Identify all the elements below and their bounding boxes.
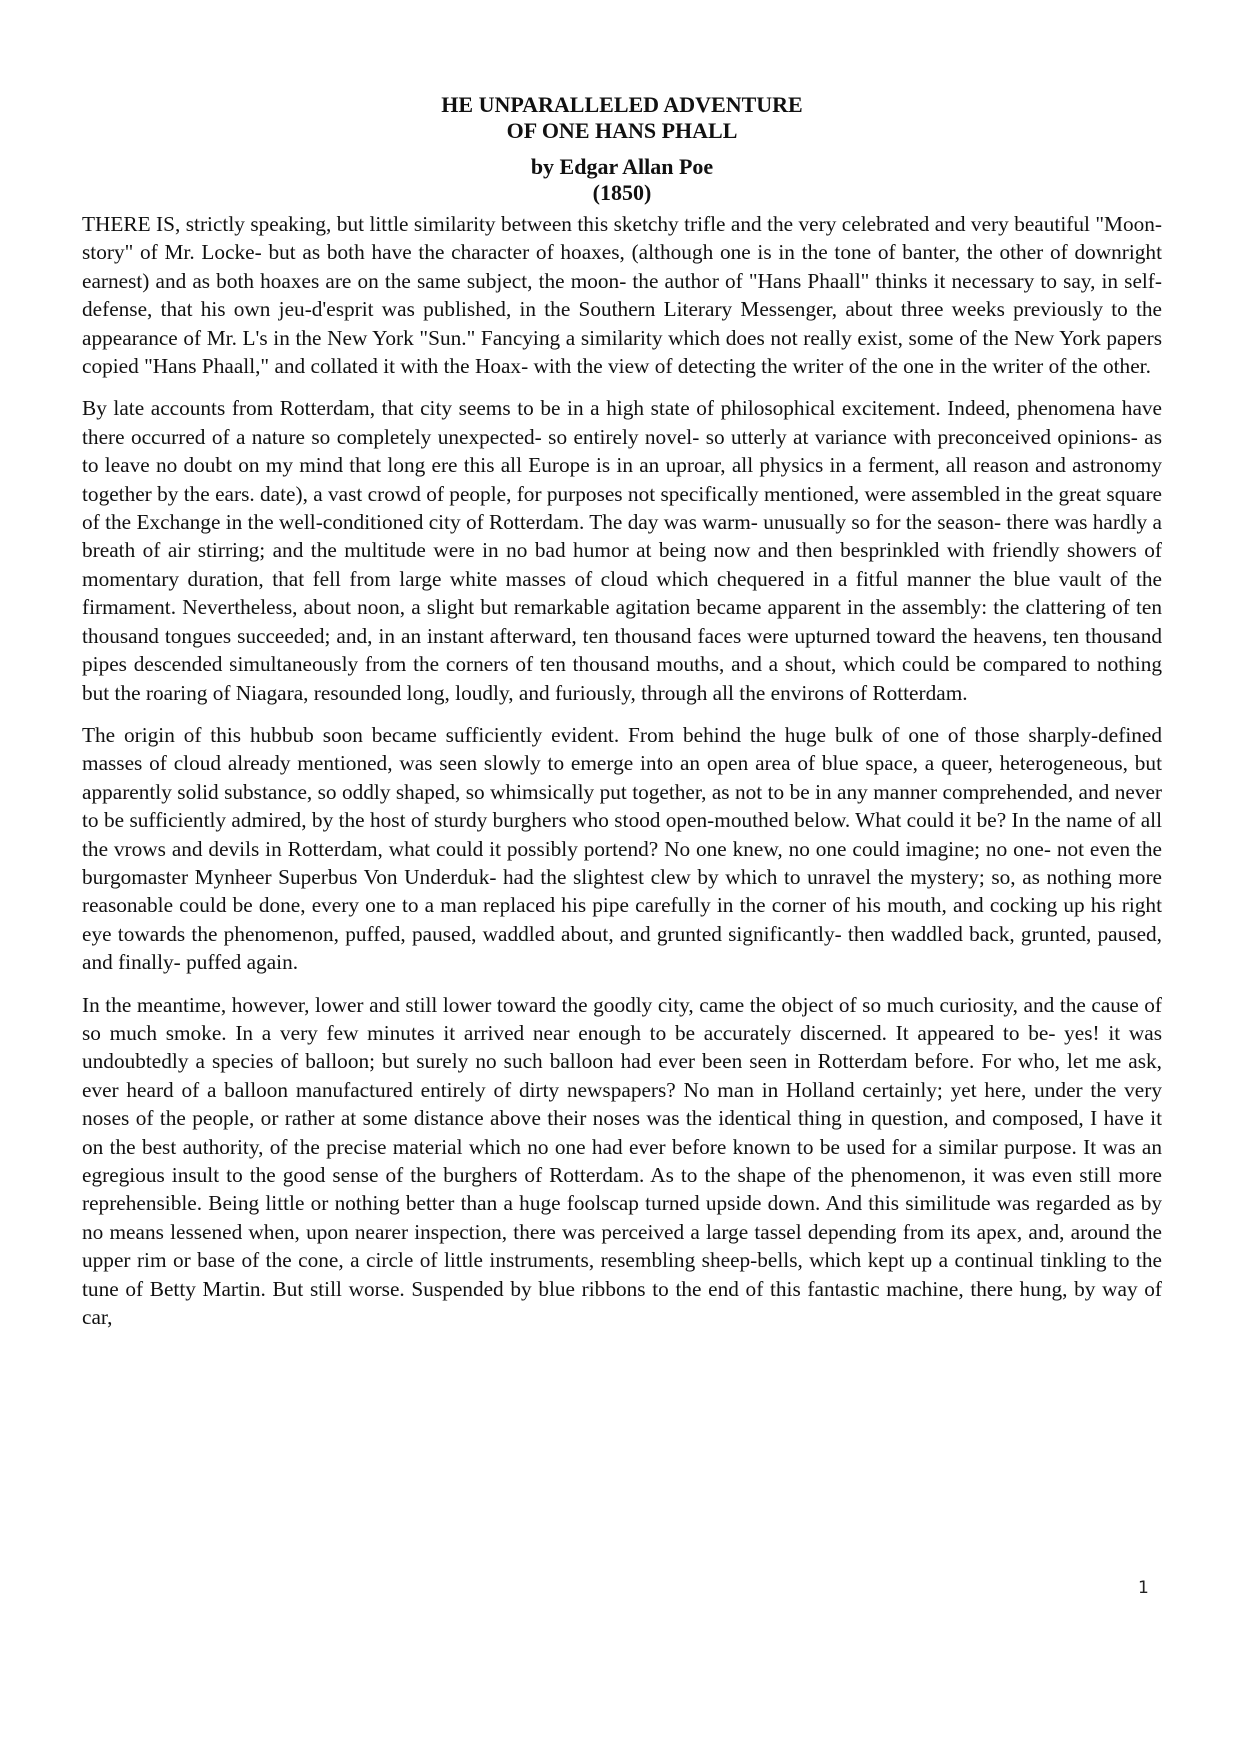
author-block [82, 154, 1162, 206]
paragraph: By late accounts from Rotterdam, that city seems to be in a high state of philosophical excitement. Indeed, phenomena have there occurred of a nature so completely unexpected- so entirely novel- so utterly at variance with preconceived opinions- as to leave no doubt on my mind that long ere this all Europe is in an uproar, all physics in a ferment, all reason and astronomy together by the ears. date), a vast crowd of people, for purposes not specifically mentioned, were assembled in the great square of the Exchange in the well-conditioned city of Rotterdam. The day was warm- unusually so for the season- there was hardly a breath of air stirring; and the multitude were in no bad humor at being now and then besprinkled with friendly showers of momentary duration, that fell from large white masses of cloud which chequered in a fitful manner the blue vault of the firmament. Nevertheless, about noon, a slight but remarkable agitation became apparent in the assembly: the clattering of ten thousand tongues succeeded; and, in an instant afterward, ten thousand faces were upturned toward the heavens, ten thousand pipes descended simultaneously from the corners of ten thousand mouths, and a shout, which could be compared to nothing but the roaring of Niagara, resounded long, loudly, and furiously, through all the environs of Rotterdam. [82, 396, 1162, 705]
page-number: 1 [1138, 1578, 1149, 1598]
publication-year: (1850) [592, 180, 652, 205]
paragraph: The origin of this hubbub soon became sufficiently evident. From behind the huge bulk of one of those sharply-defined masses of cloud already mentioned, was seen slowly to emerge into an open area of blue space, a queer, heterogeneous, but apparently solid substance, so oddly shaped, so whimsically put together, as not to be in any manner comprehended, and never to be sufficiently admired, by the host of sturdy burghers who stood open-mouthed below. What could it be? In the name of all the vrows and devils in Rotterdam, what could it possibly portend? No one knew, no one could imagine; no one- not even the burgomaster Mynheer Superbus Von Underduk- had the slightest clew by which to unravel the mystery; so, as nothing more reasonable could be done, every one to a man replaced his pipe carefully in the corner of his mouth, and cocking up his right eye towards the phenomenon, puffed, paused, waddled about, and grunted significantly- then waddled back, grunted, paused, and finally- puffed again. [82, 722, 1162, 975]
paragraph: In the meantime, however, lower and still lower toward the goodly city, came the object of so much curiosity, and the cause of so much smoke. In a very few minutes it arrived near enough to be accurately discerned. It appeared to be- yes! it was undoubtedly a species of balloon; but surely no such balloon had ever been seen in Rotterdam before. For who, let me ask, ever heard of a balloon manufactured entirely of dirty newspapers? No man in Holland certainly; yet here, under the very noses of the people, or rather at some distance above their noses was the identical thing in question, and composed, I have it on the best authority, of the precise material which no one had ever before known to be used for a similar purpose. It was an egregious insult to the good sense of the burghers of Rotterdam. As to the shape of the phenomenon, it was even still more reprehensible. Being little or nothing better than a huge foolscap turned upside down. And this similitude was regarded as by no means lessened when, upon nearer inspection, there was perceived a large tassel depending from its apex, and, around the upper rim or base of the cone, a circle of little instruments, resembling sheep-bells, which kept up a continual tinkling to the tune of Betty Martin. But still worse. Suspended by blue ribbons to the end of this fantastic machine, there hung, by way of car, [82, 992, 1162, 1330]
title-line-1: HE UNPARALLELED ADVENTURE [441, 92, 803, 117]
author-byline: by Edgar Allan Poe [530, 154, 714, 179]
body-text [82, 210, 1162, 1331]
title-line-2: OF ONE HANS PHALL [506, 118, 738, 143]
paragraph: THERE IS, strictly speaking, but little similarity between this sketchy trifle and the very celebrated and very beautiful "Moon-story" of Mr. Locke- but as both have the character of hoaxes, (although one is in the tone of banter, the other of downright earnest) and as both hoaxes are on the same subject, the moon- the author of "Hans Phaall" thinks it necessary to say, in self-defense, that his own jeu-d'esprit was published, in the Southern Literary Messenger, about three weeks previously to the appearance of Mr. L's in the New York "Sun." Fancying a similarity which does not really exist, some of the New York papers copied "Hans Phaall," and collated it with the Hoax- with the view of detecting the writer of the one in the writer of the other. [82, 212, 1162, 379]
document-title [82, 92, 1162, 144]
document-page [82, 92, 1162, 1345]
